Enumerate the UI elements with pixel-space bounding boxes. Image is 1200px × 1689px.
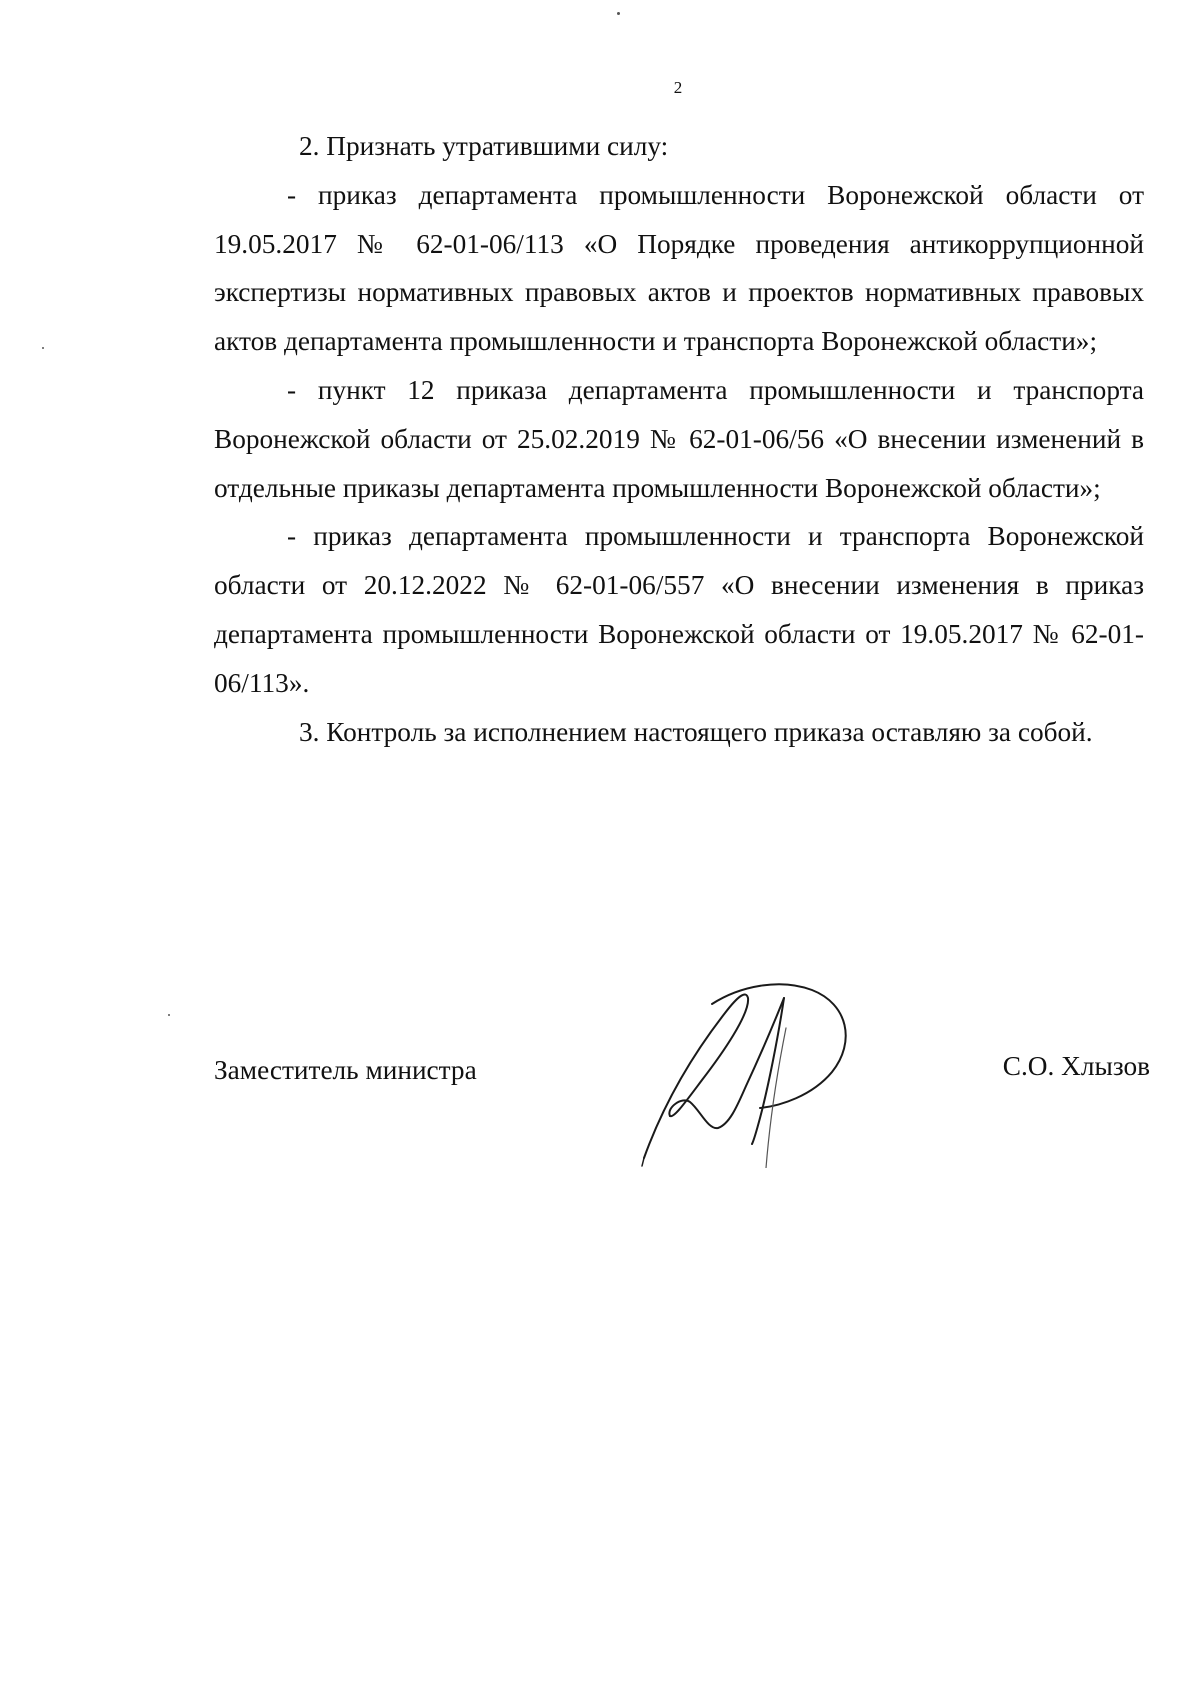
signatory-position: Заместитель министра xyxy=(214,1055,477,1085)
paragraph-repeal-order-2022: - приказ департамента промышленности и транспорта Воронежской области от 20.12.2022 № 62-01-06/557 «О внесении изменения в приказ департамента промышленности Воронежской области от 19.05.2017 № 62-01-06/113». xyxy=(214,521,1144,698)
page-number: 2 xyxy=(673,78,683,97)
document-body xyxy=(214,122,1144,756)
paragraph-item-2: 2. Признать утратившими силу: xyxy=(299,131,669,161)
paragraph-repeal-order-2017: - приказ департамента промышленности Воронежской области от 19.05.2017 № 62-01-06/113 «О Порядке проведения антикоррупционной экспертизы нормативных правовых актов и проектов нормативных правовых актов департамента промышленности и транспорта Воронежской области»; xyxy=(214,179,1144,357)
handwritten-signature xyxy=(620,968,870,1168)
paragraph-repeal-item-12-2019: - пункт 12 приказа департамента промышленности и транспорта Воронежской области от 25.02.2019 № 62-01-06/56 «О внесении изменений в отдельные приказы департамента промышленности Воронежской области»; xyxy=(214,374,1144,503)
signature-block xyxy=(0,1050,1200,1090)
paragraph-item-3: 3. Контроль за исполнением настоящего приказа оставляю за собой. xyxy=(299,716,1093,747)
scan-speck xyxy=(168,1014,170,1016)
scan-speck xyxy=(617,12,620,15)
scan-speck xyxy=(42,347,44,349)
signatory-name: С.О. Хлызов xyxy=(1002,1051,1150,1081)
